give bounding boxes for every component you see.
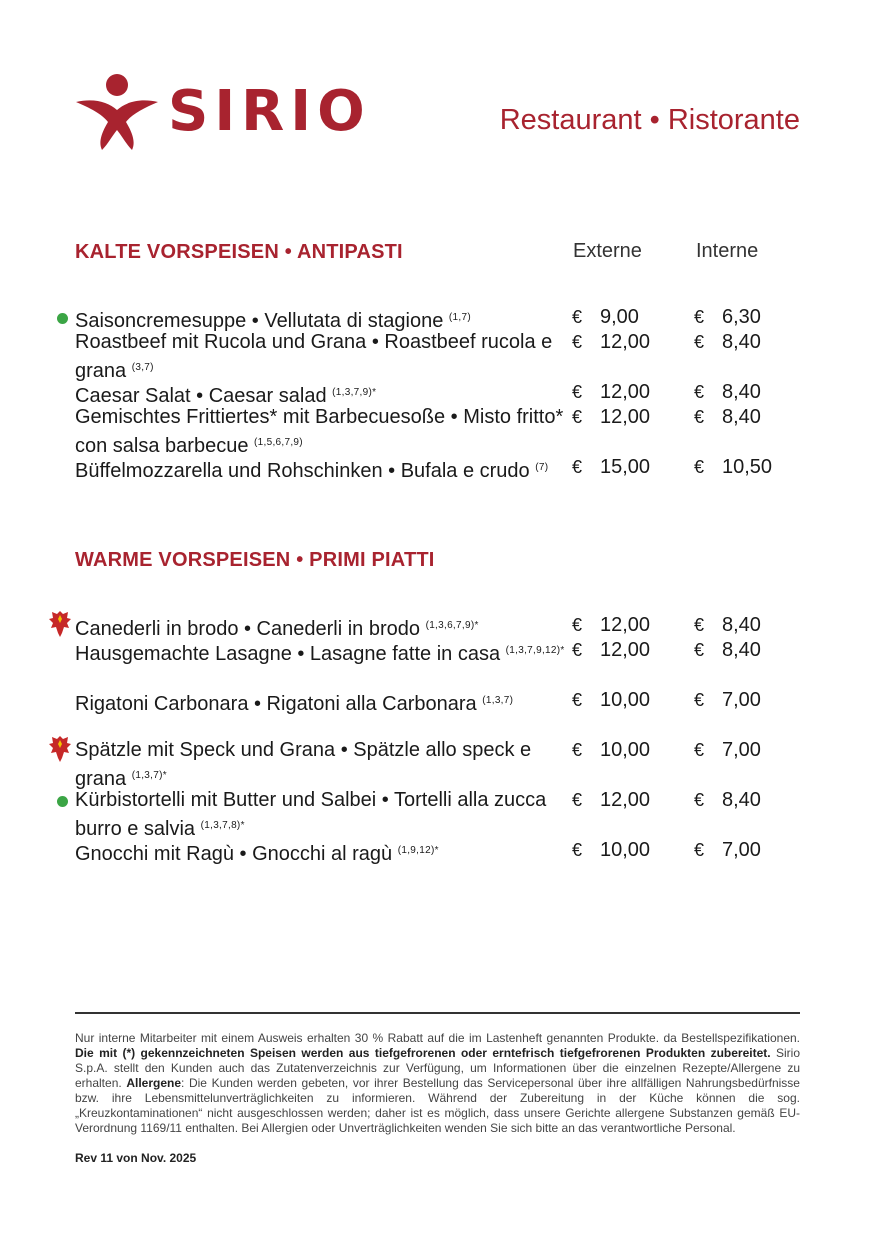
price-externe: € 10,00 [572,739,651,761]
euro-sign: € [694,790,705,810]
euro-sign: € [694,407,705,427]
section-title-warm-starters: WARME VORSPEISEN • PRIMI PIATTI [75,549,435,571]
price-interne: € 7,00 [694,739,761,761]
price-interne: € 8,40 [694,614,761,636]
tagline: Restaurant • Ristorante [499,104,800,136]
price-externe: € 12,00 [572,331,651,353]
euro-sign: € [694,690,705,710]
price-interne: € 8,40 [694,331,761,353]
price-externe: € 12,00 [572,639,651,661]
euro-sign: € [694,840,705,860]
euro-sign: € [694,307,705,327]
allergen-codes: (1,3,6,7,9)* [425,620,479,631]
euro-sign: € [572,407,583,427]
price-interne: € 8,40 [694,406,761,428]
euro-sign: € [572,382,583,402]
euro-sign: € [572,307,583,327]
revision-note: Rev 11 von Nov. 2025 [75,1151,197,1165]
euro-sign: € [694,457,705,477]
euro-sign: € [694,615,705,635]
allergen-codes: (1,3,7,8)* [200,820,245,831]
price-externe: € 9,00 [572,306,639,328]
menu-item-name: Hausgemachte Lasagne • Lasagne fatte in casa $^{(1,3,7,9,12)*}$ [75,643,565,665]
euro-sign: € [572,840,583,860]
footnote: Nur interne Mitarbeiter mit einem Ausweis erhalten 30 % Rabatt auf die im Lastenheft genannten Produkte. da Bestellspezifikationen. Die mit (*) gekennzeichneten Speisen werden aus tiefgefrorenen oder erntefrisch tiefgefrorenen Produkten zubereitet. Sirio S.p.A. stellt den Kunden auch das Zutatenverzeichnis zur Verfügung, um Informationen über die einzelnen Rezepte/Allergene zu erhalten. Allergene: Die Kunden werden gebeten, vor ihrer Bestellung das Servicepersonal über ihre allfälligen Nahrungsbedürfnisse bzw. ihre Lebensmittelunverträglichkeiten zu informieren. Während der Zubereitung in der Küche können die sog. „Kreuzkontaminationen“ nicht ausgeschlossen werden; daher ist es möglich, dass unsere Gerichte allergene Substanzen gemäß EU-Verordnung 1169/11 enthalten. Bei Allergien oder Unverträglichkeiten wenden Sie sich bitte an das verantwortliche Personal. [75,1031,800,1135]
menu-item-name: Roastbeef mit Rucola und Grana • Roastbeef rucola e grana $^{(3,7)}$ [75,331,553,382]
allergen-codes: (1,3,7,9)* [332,387,377,398]
brand-name: SIRIO [168,79,371,144]
euro-sign: € [572,640,583,660]
column-header-externe: Externe [573,240,642,262]
euro-sign: € [572,740,583,760]
euro-sign: € [694,640,705,660]
menu-item-name: Saisoncremesuppe • Vellutata di stagione $^{(1,7)}$ [75,310,471,332]
allergen-codes: (7) [535,462,549,473]
allergen-codes: (1,3,7) [482,695,514,706]
allergen-codes: (1,7) [448,312,471,323]
price-externe: € 15,00 [572,456,651,478]
tyrolean-eagle-icon [48,609,72,639]
menu-item-name: Canederli in brodo • Canederli in brodo $^{(1,3,6,7,9)*}$ [75,618,479,640]
euro-sign: € [572,615,583,635]
price-interne: € 7,00 [694,689,761,711]
euro-sign: € [572,690,583,710]
price-interne: € 7,00 [694,839,761,861]
allergen-codes: (1,3,7,9,12)* [505,645,565,656]
vegetarian-dot-icon [57,313,68,324]
vegetarian-dot-icon [57,796,68,807]
price-interne: € 8,40 [694,639,761,661]
tyrolean-eagle-icon [48,734,72,764]
euro-sign: € [694,332,705,352]
price-interne: € 8,40 [694,789,761,811]
allergen-codes: (1,5,6,7,9) [254,437,303,448]
euro-sign: € [572,332,583,352]
price-interne: € 6,30 [694,306,761,328]
allergen-codes: (1,3,7)* [131,770,167,781]
euro-sign: € [572,790,583,810]
euro-sign: € [694,740,705,760]
menu-item-name: Gemischtes Frittiertes* mit Barbecuesoße • Misto fritto* con salsa barbecue $^{(1,5,6,7,9)}$ [75,406,564,457]
allergen-codes: (1,9,12)* [397,845,439,856]
sirio-logo [74,72,371,152]
menu-item-name: Rigatoni Carbonara • Rigatoni alla Carbonara $^{(1,3,7)}$ [75,693,514,715]
price-externe: € 10,00 [572,839,651,861]
price-interne: € 8,40 [694,381,761,403]
price-interne: € 10,50 [694,456,773,478]
euro-sign: € [694,382,705,402]
menu-item-name: Spätzle mit Speck und Grana • Spätzle allo speck e grana $^{(1,3,7)*}$ [75,739,532,790]
menu-item-name: Büffelmozzarella und Rohschinken • Bufala e crudo $^{(7)}$ [75,460,549,482]
section-title-cold-starters: KALTE VORSPEISEN • ANTIPASTI [75,241,403,263]
footer-divider [75,1012,800,1014]
euro-sign: € [572,457,583,477]
menu-item-name: Caesar Salat • Caesar salad $^{(1,3,7,9)*}$ [75,385,377,407]
allergen-codes: (3,7) [131,362,154,373]
menu-item-name: Kürbistortelli mit Butter und Salbei • Tortelli alla zucca burro e salvia $^{(1,3,7,8)*}$ [75,789,547,840]
price-externe: € 12,00 [572,614,651,636]
column-header-interne: Interne [696,240,759,262]
sirio-figure-icon [74,72,160,152]
price-externe: € 12,00 [572,406,651,428]
price-externe: € 12,00 [572,381,651,403]
menu-item-name: Gnocchi mit Ragù • Gnocchi al ragù $^{(1,9,12)*}$ [75,843,439,865]
price-externe: € 10,00 [572,689,651,711]
price-externe: € 12,00 [572,789,651,811]
